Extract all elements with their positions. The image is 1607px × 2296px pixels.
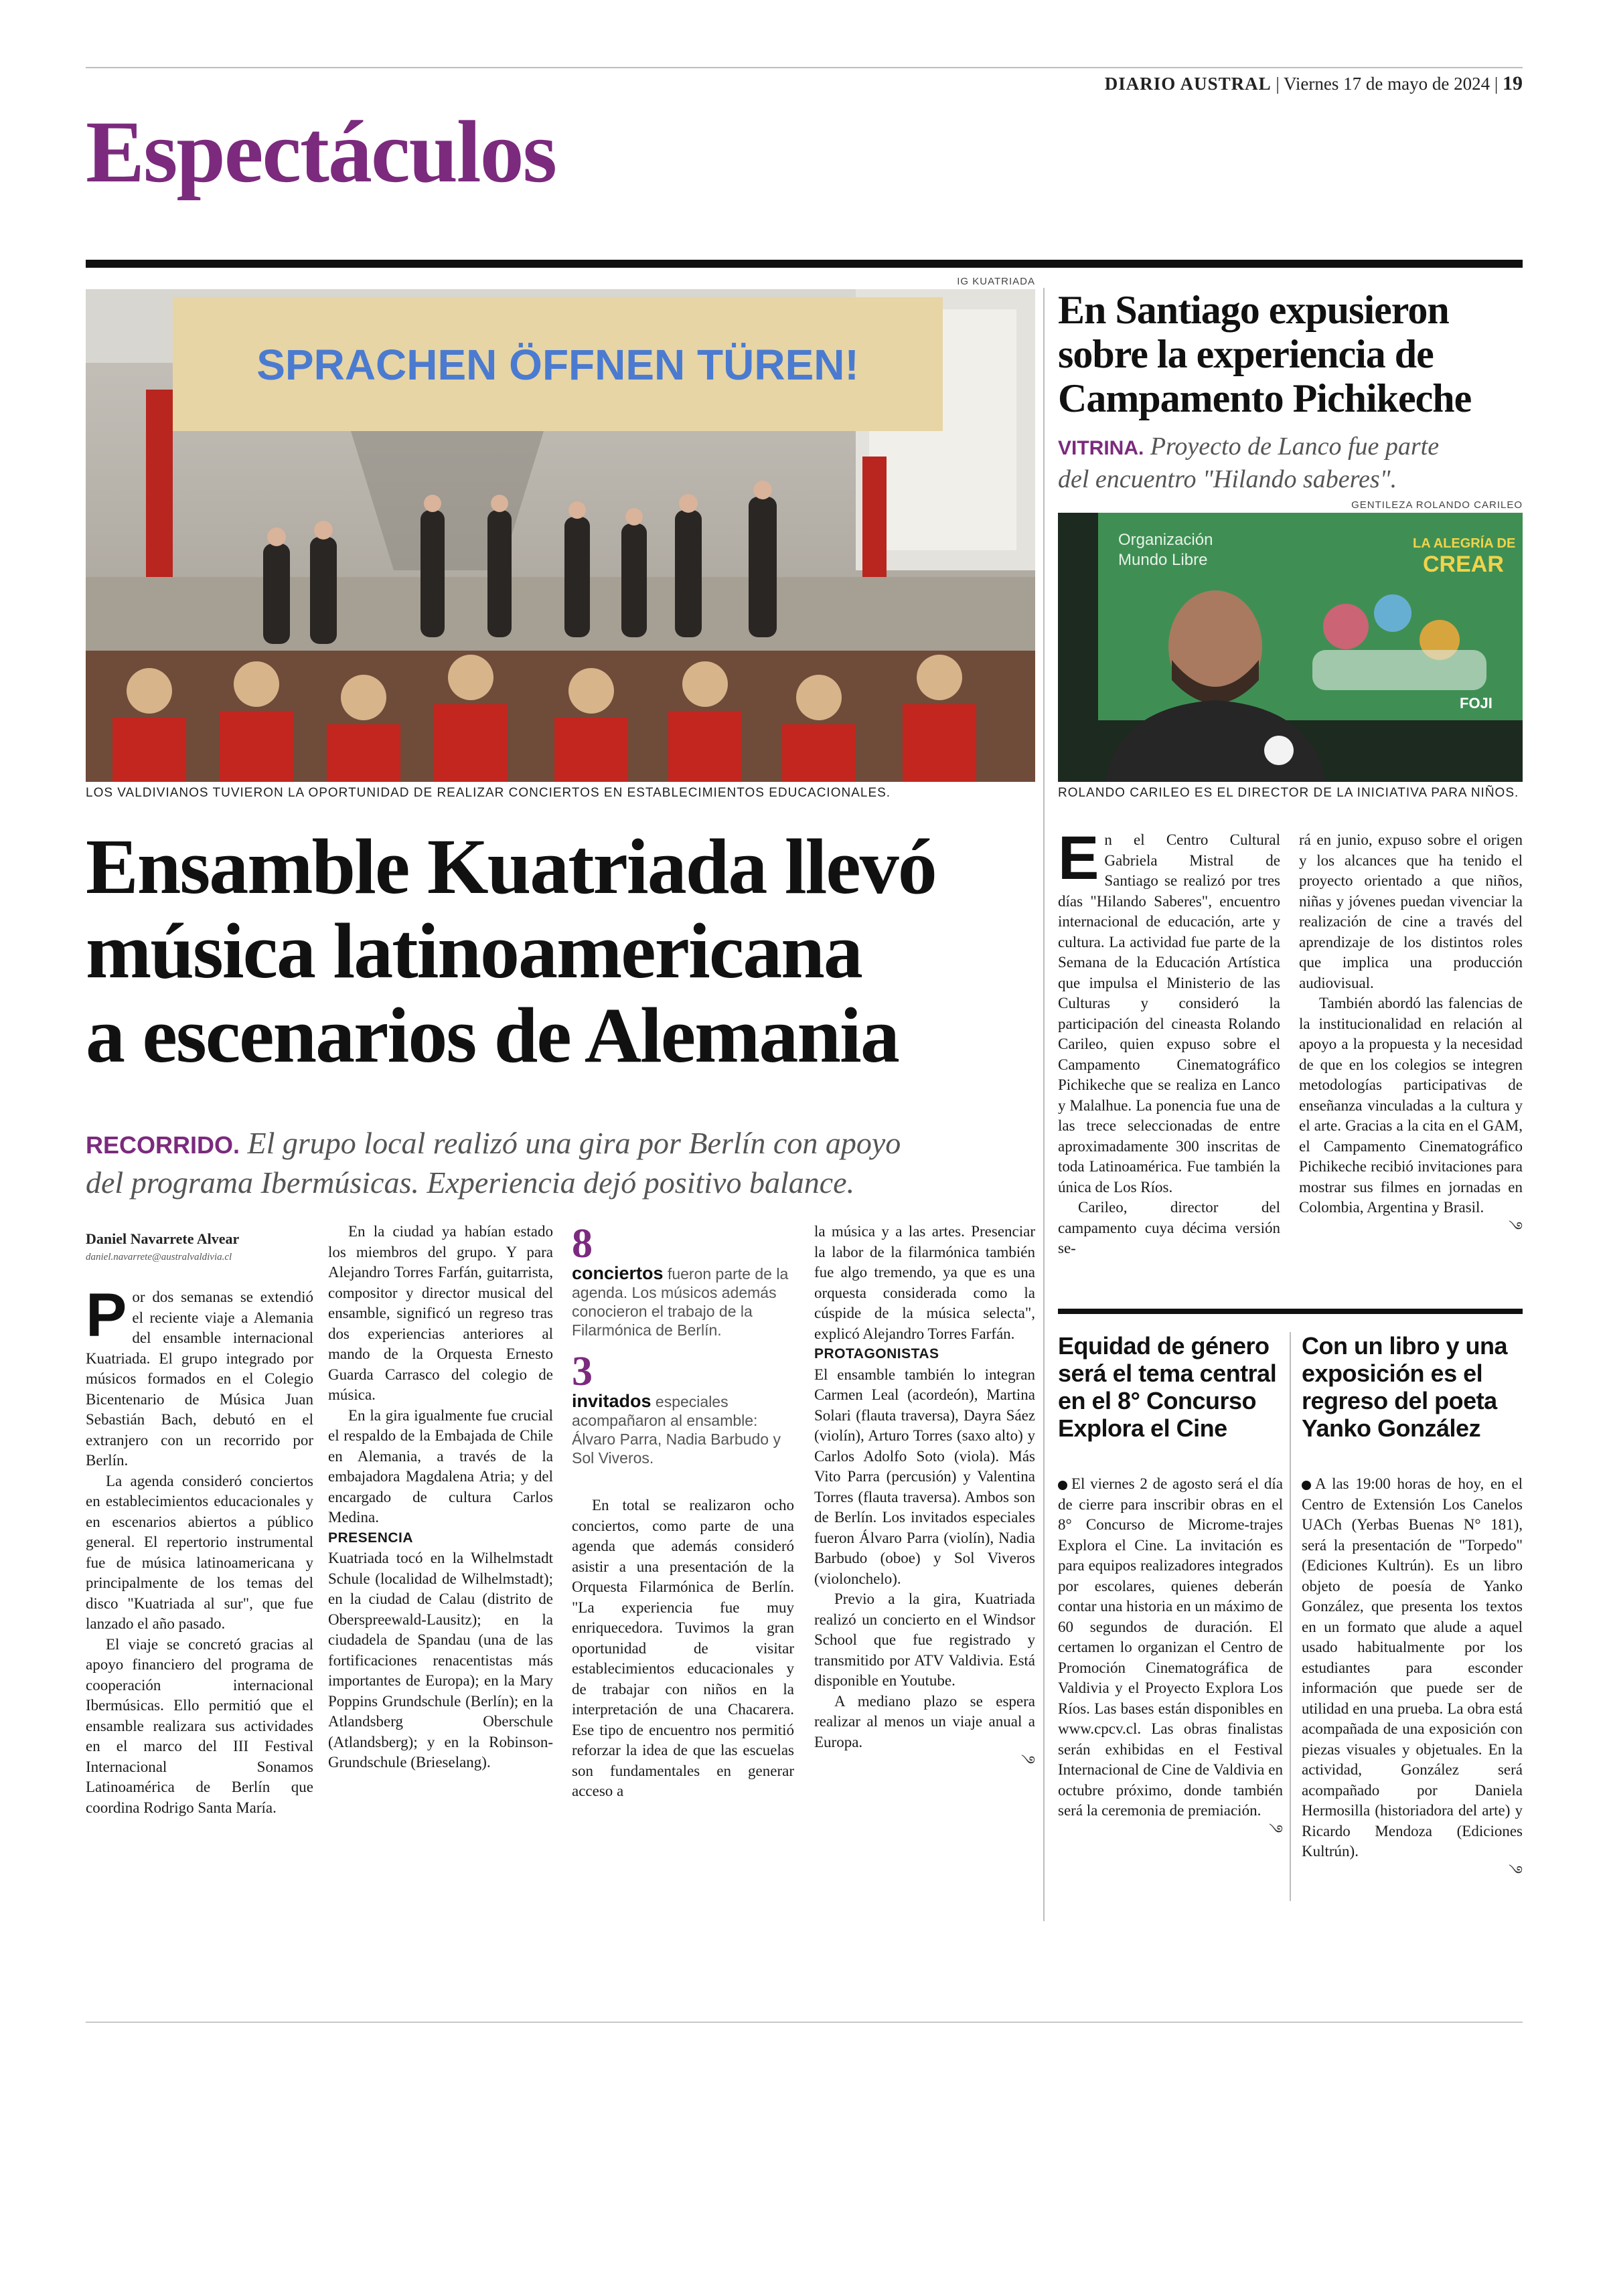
side-column-2 — [1299, 830, 1523, 1238]
headline-line: exposición es el — [1302, 1360, 1483, 1387]
paragraph: El ensamble también lo integran Carmen Leal (acordeón), Martina Solari (flauta traversa), Dayra Sáez (violín), Arturo Torres (saxo alto) y Carlos Adolfo Soto (viola). Más Vito Parra (percusión) y Valentina Torres (flauta traversa). Ambos son de Berlín. Los invitados especiales fueron Álvaro Parra (violín), Nadia Barbudo (oboe) y Sol Viveros (violonchelo). — [814, 1366, 1035, 1587]
paragraph: También abordó las falencias de la institucionalidad en relación al apoyo a la propuesta y la necesidad de que en los colegios se integren metodologías participativas de enseñanza vinculadas a la cultura y el arte. Gracias a la cita en el GAM, el Campamento Cinematográfico Pichikeche recibió invitaciones para mostrar sus filmes en jornadas en Colombia, Argentina y Brasil. — [1299, 995, 1523, 1216]
bullet-icon — [1302, 1481, 1311, 1490]
bottom-rule — [86, 2022, 1523, 2023]
screen-text: CREAR — [1423, 552, 1504, 577]
fact-number: 8 — [572, 1221, 593, 1266]
paragraph: En total se realizaron ocho conciertos, como parte de una agenda que además consideró asistir a una presentación de la Orquesta Filarmónica de Berlín. "La experiencia fue muy enriquecedora. Tuvimos la gran oportunidad de visitar establecimientos educacionales y de trabajar con niños en la interpretación de una Chacarera. Ese tipo de encuentro nos permitió reforzar la idea de que las escuelas son fundamentales en generar acceso a — [572, 1497, 794, 1799]
headline-line: regreso del poeta — [1302, 1387, 1497, 1414]
fact-text: especiales acompañaron al ensamble: Álvaro Parra, Nadia Barbudo y Sol Viveros. — [572, 1393, 781, 1467]
dropcap: E — [1058, 824, 1099, 892]
fact-label: invitados — [572, 1391, 652, 1411]
section-rule — [86, 260, 1523, 268]
concert-photo-image — [86, 289, 1035, 782]
paragraph: n el Centro Cultural Gabriela Mistral de Santiago se realizó por tres días "Hilando Saberes", encuentro internacional de educación, arte y cultura. La actividad fue parte de la Semana de la Educación Artística que impulsa el Ministerio de las Culturas y consideró la participación del cineasta Rolando Carileo, quien expuso sobre el Campamento Cinematográfico Pichikeche que se realiza en Lanco y Malalhue. La ponencia fue una de las trece seleccionadas de entre aproximadamente 300 inscritas de toda Latinoamérica. Fue también la única de Los Ríos. — [1058, 831, 1280, 1196]
end-mark-icon: ࿓ — [1268, 1822, 1283, 1839]
main-deck — [86, 1125, 1037, 1202]
paragraph: La agenda consideró conciertos en establecimientos educacionales y en escenarios abiertos a público general. El repertorio instrumental fue de música latinoamericana y principalmente de los temas del disco "Kuatriada al sur", que fue lanzado el año pasado. — [86, 1472, 313, 1632]
main-kicker: RECORRIDO. — [86, 1131, 240, 1159]
issue-date: Viernes 17 de mayo de 2024 — [1284, 74, 1490, 94]
briefs-rule — [1058, 1309, 1523, 1314]
paragraph: En la gira igualmente fue crucial el respaldo de la Embajada de Chile en Alemania, a través de la embajadora Magdalena Atria; y del encargado de cultura Carlos Medina. — [328, 1406, 553, 1526]
side-photo-caption: ROLANDO CARILEO ES EL DIRECTOR DE LA INICIATIVA PARA NIÑOS. — [1058, 786, 1519, 800]
side-kicker: VITRINA. — [1058, 437, 1144, 459]
byline: Daniel Navarrete Alvear — [86, 1230, 240, 1247]
paragraph: El viaje se concretó gracias al apoyo financiero del programa de cooperación internacional Ibermúsicas. Ello permitió que el ensamble realizara sus actividades en el marco del III Festival Internacional Sonamos Latinoamérica de Berlín que coordina Rodrigo Santa María. — [86, 1635, 313, 1816]
paragraph: or dos semanas se extendió el reciente viaje a Alemania del ensamble internacional Kuatriada. El grupo integrado por músicos formados en el Colegio Bicentenario de Música Juan Sebastián Bach, debutó en el extranjero con un recorrido por Berlín. — [86, 1289, 313, 1469]
paragraph: Previo a la gira, Kuatriada realizó un concierto en el Windsor School que fue registrado y transmitido por ATV Valdivia. Está disponible en Youtube. — [814, 1590, 1035, 1689]
main-photo — [86, 289, 1035, 782]
headline-line: sobre la experiencia de — [1058, 332, 1434, 376]
screen-text: FOJI — [1460, 695, 1493, 712]
column-divider — [1043, 288, 1045, 1921]
brief-text-block — [1058, 1474, 1283, 1841]
paragraph: En la ciudad ya habían estado los miembros del grupo. Y para Alejandro Torres Farfán, guitarrista, compositor y director musical del ensamble, significó un regreso tras dos experiencias anteriores al mando de la Orquesta Ernesto Guarda Carrasco del colegio de música. — [328, 1223, 553, 1403]
fact-label: conciertos — [572, 1263, 664, 1283]
fact-text: fueron parte de la agenda. Los músicos además conocieron el trabajo de la Filarmónica de Berlín. — [572, 1265, 789, 1339]
banner-text: SPRACHEN ÖFFNEN TÜREN! — [256, 341, 859, 389]
main-headline — [86, 825, 936, 1078]
headline-line: Yanko González — [1302, 1414, 1481, 1442]
main-column-3 — [572, 1221, 794, 1802]
fact-box — [572, 1392, 794, 1467]
paragraph: Carileo, director del campamento cuya décima versión se- — [1058, 1199, 1280, 1256]
deck-line: Proyecto de Lanco fue parte — [1150, 432, 1440, 461]
headline-line: Ensamble Kuatriada llevó — [86, 823, 936, 910]
paragraph: A mediano plazo se espera realizar al menos un viaje anual a Europa. — [814, 1692, 1035, 1750]
main-photo-credit: IG KUATRIADA — [957, 276, 1035, 287]
deck-line: del programa Ibermúsicas. Experiencia dejó positivo balance. — [86, 1165, 855, 1200]
newspaper-name: DIARIO AUSTRAL — [1104, 74, 1272, 94]
side-photo — [1058, 513, 1523, 782]
headline-line: en el 8° Concurso — [1058, 1387, 1256, 1414]
author-email: daniel.navarrete@australvaldivia.cl — [86, 1252, 232, 1262]
screen-text: Organización — [1118, 531, 1213, 549]
main-column-4 — [814, 1222, 1035, 1773]
paragraph: Kuatriada tocó en la Wilhelmstadt Schule (localidad de Wilhelmstadt); en la ciudad de Calau (distrito de Oberspreewald-Lausitz); en la ciudadela de Spandau (una de las fortificaciones renacentistas más importantes de Europa); en la Mary Poppins Grundschule (Berlín); en la Atlandsberg Oberschule (Atlandsberg); y en la Robinson-Grundschule (Brieselang). — [328, 1550, 553, 1771]
headline-line: Con un libro y una — [1302, 1332, 1507, 1360]
subhead-protagonistas: PROTAGONISTAS — [814, 1346, 939, 1362]
side-column-1 — [1058, 824, 1280, 1259]
headline-line: música latinoamericana — [86, 907, 862, 995]
brief-text: A las 19:00 horas de hoy, en el Centro de Extensión Los Canelos UACh (Yerbas Buenas N° 181), será la presentación de "Torpedo" (Ediciones Kultrún). Es un libro objeto de poesía de Yanko González, que presenta los textos en un formato que alude a aquel usado habitualmente por los estudiantes para esconder información que puede ser de utilidad en una prueba. La obra está acompañada de una exposición con piezas visuales y objetuales. En la actividad, González será acompañado por Daniela Hermosilla (historiadora del arte) y Ricardo Mendoza (Ediciones Kultrún). — [1302, 1475, 1523, 1860]
fact-number: 3 — [572, 1349, 593, 1394]
headline-line: Equidad de género — [1058, 1332, 1270, 1360]
main-column-2 — [328, 1222, 553, 1773]
deck-line: El grupo local realizó una gira por Berlín con apoyo — [247, 1126, 901, 1160]
paragraph: rá en junio, expuso sobre el origen y los alcances que ha tenido el proyecto orientado a que niños, niñas y jóvenes puedan vivenciar la realización de cine a través del aprendizaje de los distintos roles que implica una producción audiovisual. — [1299, 831, 1523, 991]
side-photo-credit: GENTILEZA ROLANDO CARILEO — [1351, 499, 1523, 511]
speaker-photo-image — [1058, 513, 1523, 782]
headline-line: En Santiago expusieron — [1058, 288, 1449, 332]
side-headline — [1058, 288, 1527, 420]
headline-line: a escenarios de Alemania — [86, 991, 899, 1079]
bullet-icon — [1058, 1481, 1067, 1490]
main-photo-caption: LOS VALDIVIANOS TUVIERON LA OPORTUNIDAD DE REALIZAR CONCIERTOS EN ESTABLECIMIENTOS EDUCACIONALES. — [86, 786, 891, 800]
fact-box — [572, 1264, 794, 1339]
dropcap: P — [86, 1281, 127, 1349]
brief-text: El viernes 2 de agosto será el día de cierre para inscribir obras en el 8° Concurso de Microme-trajes Explora el Cine. La invitación es para equipos realizadores integrados por escolares, quienes deberán contar una historia en un máximo de 60 segundos de duración. El certamen lo organizan el Centro de Promoción Cinematográfica de Valdivia y el Proyecto Explora Los Ríos. Las bases están disponibles en www.cpcv.cl. Las obras finalistas serán exhibidas en el Festival Internacional de Cine de Valdivia en octubre próximo, donde también será la ceremonia de premiación. — [1058, 1475, 1283, 1819]
deck-line: del encuentro "Hilando saberes". — [1058, 465, 1397, 493]
brief-text-block — [1302, 1474, 1523, 1882]
headline-line: Campamento Pichikeche — [1058, 376, 1472, 420]
end-mark-icon: ࿓ — [1020, 1754, 1035, 1771]
end-mark-icon: ࿓ — [1508, 1863, 1523, 1880]
side-deck — [1058, 431, 1527, 495]
headline-line: Explora el Cine — [1058, 1414, 1227, 1442]
main-column-1 — [86, 1230, 313, 1818]
brief-headline — [1058, 1332, 1283, 1442]
screen-text: Mundo Libre — [1118, 551, 1208, 569]
end-mark-icon: ࿓ — [1508, 1219, 1523, 1236]
brief-headline — [1302, 1332, 1523, 1442]
section-title: Espectáculos — [86, 102, 556, 201]
paragraph: la música y a las artes. Presenciar la labor de la filarmónica también fue algo tremendo, ya que es una orquesta considerada como la cúspide de la música selecta", explicó Alejandro Torres Farfán. — [814, 1223, 1035, 1342]
masthead: DIARIO AUSTRAL | Viernes 17 de mayo de 2024 | 19 — [1104, 72, 1523, 94]
top-rule — [86, 67, 1523, 68]
screen-text: LA ALEGRÍA DE — [1413, 536, 1516, 551]
page-number: 19 — [1503, 72, 1523, 94]
briefs-divider — [1290, 1332, 1291, 1901]
subhead-presencia: PRESENCIA — [328, 1530, 414, 1546]
headline-line: será el tema central — [1058, 1360, 1277, 1387]
